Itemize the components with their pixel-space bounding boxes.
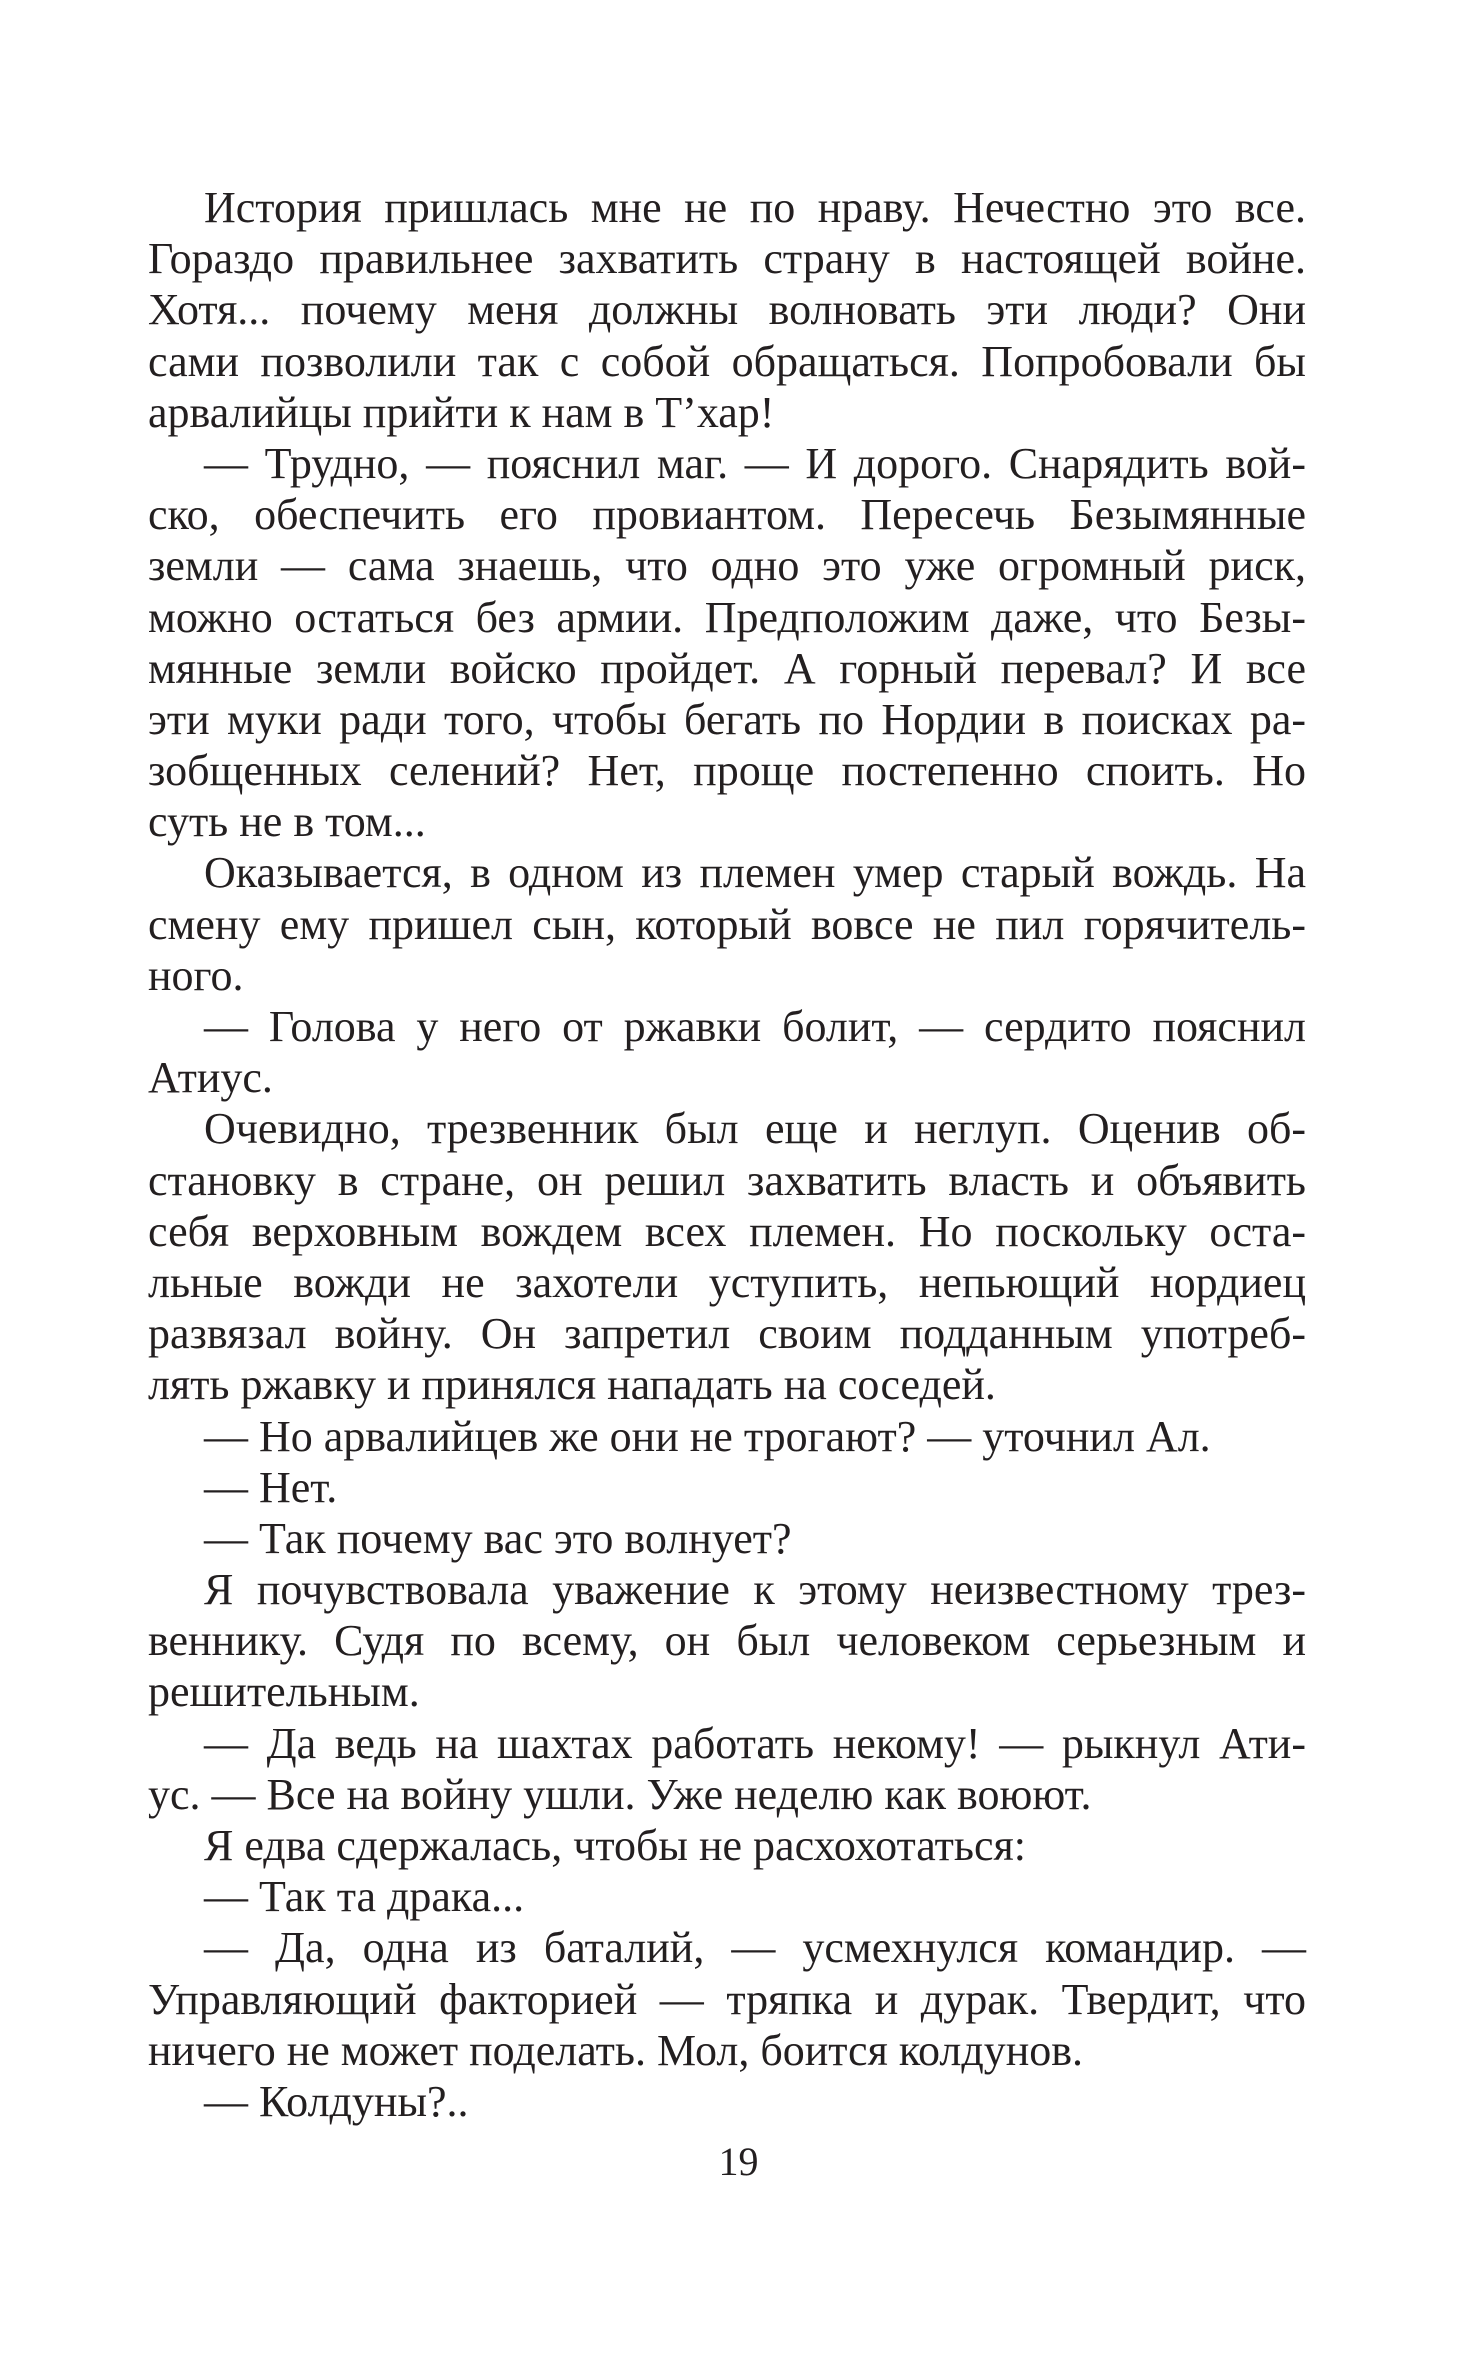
text-line: Очевидно, трезвенник был еще и неглуп. Оценив об- [204, 1104, 1306, 1154]
text-line: — Так та драка... [204, 1872, 525, 1922]
text-line: Я едва сдержалась, чтобы не расхохотаться: [204, 1821, 1026, 1870]
text-line: веннику. Судя по всему, он был человеком серьезным и [148, 1616, 1306, 1666]
text-line: можно остаться без армии. Предположим даже, что Безы- [148, 592, 1306, 642]
text-line: эти муки ради того, чтобы бегать по Нордии в поисках ра- [148, 694, 1306, 744]
text-line: арвалийцы прийти к нам в Т’хар! [148, 387, 775, 437]
text-line: сами позволили так с собой обращаться. Попробовали бы [148, 336, 1306, 386]
text-line: — Так почему вас это волнует? [204, 1513, 792, 1563]
text-line: смену ему пришел сын, который вовсе не пил горячитель- [148, 899, 1306, 949]
text-line: Оказывается, в одном из племен умер старый вождь. На [204, 848, 1306, 898]
text-line: — Нет. [204, 1462, 338, 1512]
text-line: — Трудно, — пояснил маг. — И дорого. Снарядить вой- [204, 438, 1306, 488]
text-line: ного. [148, 950, 244, 1000]
text-line: — Голова у него от ржавки болит, — сердито пояснил [204, 1002, 1306, 1051]
text-line: земли — сама знаешь, что одно это уже огромный риск, [148, 541, 1306, 591]
text-line: себя верховным вождем всех племен. Но поскольку оста- [148, 1206, 1306, 1256]
text-line: ус. — Все на войну ушли. Уже неделю как воюют. [148, 1769, 1092, 1819]
text-line: становку в стране, он решил захватить власть и объявить [148, 1155, 1306, 1205]
text-line: зобщенных селений? Нет, проще постепенно споить. Но [148, 746, 1306, 796]
text-line: История пришлась мне не по нраву. Нечестно это все. [204, 183, 1306, 232]
text-line: мянные земли войско пройдет. А горный перевал? И все [148, 643, 1306, 693]
text-line: Я почувствовала уважение к этому неизвестному трез- [204, 1565, 1306, 1615]
text-line: Гораздо правильнее захватить страну в настоящей войне. [148, 234, 1306, 284]
text-line: Хотя... почему меня должны волновать эти люди? Они [148, 285, 1306, 335]
text-line: — Но арвалийцев же они не трогают? — уточнил Ал. [204, 1411, 1211, 1461]
body-text [148, 182, 1306, 2127]
text-line: решительным. [148, 1667, 420, 1717]
text-line: Атиус. [148, 1053, 273, 1103]
text-line: развязал войну. Он запретил своим подданным употреб- [148, 1309, 1306, 1359]
text-line: Управляющий факторией — тряпка и дурак. Твердит, что [148, 1974, 1306, 2024]
text-line: — Да ведь на шахтах работать некому! — рыкнул Ати- [204, 1718, 1306, 1768]
text-line: ничего не может поделать. Мол, боится колдунов. [148, 2025, 1084, 2075]
text-line: ско, обеспечить его провиантом. Пересечь Безымянные [148, 490, 1306, 540]
text-line: суть не в том... [148, 797, 426, 847]
text-line: льные вожди не захотели уступить, непьющий нордиец [148, 1257, 1306, 1307]
text-line: — Да, одна из баталий, — усмехнулся командир. — [204, 1923, 1306, 1973]
text-line: — Колдуны?.. [204, 2076, 469, 2126]
page-number: 19 [718, 2139, 759, 2184]
text-line: лять ржавку и принялся нападать на соседей. [148, 1360, 996, 1410]
